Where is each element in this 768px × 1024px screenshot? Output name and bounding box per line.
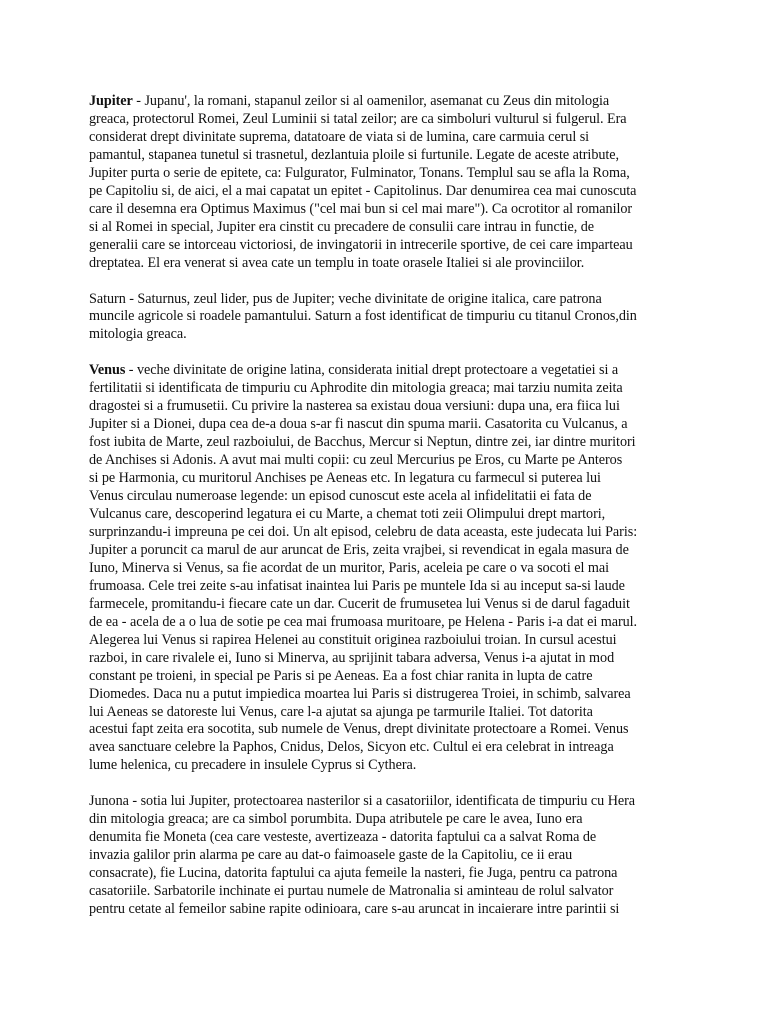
body-saturn: - Saturnus, zeul lider, pus de Jupiter; veche divinitate de origine italica, care patrona muncile agricole si roadele pamantului. Saturn a fost identificat de timpuriu cu titanul Cronos,din mitologia greaca. <box>89 290 637 343</box>
paragraph-jupiter <box>89 93 687 273</box>
body-venus: - veche divinitate de origine latina, considerata initial drept protectoare a vegetatiei si a fertilitatii si identificata de timpuriu cu Aphrodite din mitologia greaca; mai tarziu numita zeita dragostei si a frumusetii. Cu privire la nasterea sa existau doua versiuni: dupa una, era fiica lui Jupiter si a Dionei, dupa cea de-a doua s-ar fi nascut din spuma marii. Casatorita cu Vulcanus, a fost iubita de Marte, zeul razboiului, de Bacchus, Mercur si Neptun, dintre zei, iar dintre muritori de Anchises si Adonis. A avut mai multi copii: cu zeul Mercurius pe Eros, cu Marte pe Anteros si pe Harmonia, cu muritorul Anchises pe Aeneas etc. In legatura cu farmecul si puterea lui Venus circulau numeroase legende: un episod cunoscut este acela al infidelitatii ei fata de Vulcanus care, descoperind legatura ei cu Marte, a chemat toti zeii Olimpului drept martori, surprinzandu-i impreuna pe cei doi. Un alt episod, celebru de data aceasta, este judecata lui Paris: Jupiter a poruncit ca marul de aur aruncat de Eris, zeita vrajbei, si revendicat in egala masura de Iuno, Minerva si Venus, sa fie acordat de un muritor, Paris, aceleia pe care o va socoti el mai frumoasa. Cele trei zeite s-au infatisat inaintea lui Paris pe muntele Ida si au inceput sa-si laude farmecele, promitandu-i fiecare cate un dar. Cucerit de frumusetea lui Venus si de darul fagaduit de ea - acela de a o lua de sotie pe cea mai frumoasa muritoare, pe Helena - Paris i-a dat ei marul. Alegerea lui Venus si rapirea Helenei au constituit originea razboiului troian. In cursul acestui razboi, in care rivalele ei, Iuno si Minerva, au sprijinit tabara adversa, Venus i-a ajutat in mod constant pe troieni, in special pe Paris si pe Aeneas. Ea a fost chiar ranita in lupta de catre Diomedes. Daca nu a putut impiedica moartea lui Paris si distrugerea Troiei, in schimb, salvarea lui Aeneas se datoreste lui Venus, care l-a ajutat sa ajunga pe tarmurile Italiei. Tot datorita acestui fapt zeita era socotita, sub numele de Venus, drept divinitate protectoare a Romei. Venus avea sanctuare celebre la Paphos, Cnidus, Delos, Sicyon etc. Cultul ei era celebrat in intreaga lume helenica, cu precadere in insulele Cyprus si Cythera. <box>89 362 638 774</box>
paragraph-venus <box>89 362 687 775</box>
paragraph-saturn <box>89 291 687 345</box>
term-jupiter: Jupiter <box>89 93 133 109</box>
body-jupiter: - Jupanu', la romani, stapanul zeilor si al oamenilor, asemanat cu Zeus din mitologia greaca, protectorul Romei, Zeul Luminii si tatal zeilor; are ca simboluri vulturul si fulgerul. Era considerat drept divinitate suprema, datatoare de viata si de lumina, care carmuia cerul si pamantul, stapanea tunetul si trasnetul, dezlantuia ploile si furtunile. Legate de aceste atribute, Jupiter purta o serie de epitete, ca: Fulgurator, Fulminator, Tonans. Templul sau se afla la Roma, pe Capitoliu si, de aici, el a mai capatat un epitet - Capitolinus. Dar denumirea cea mai cunoscuta care il desemna era Optimus Maximus ("cel mai bun si cel mai mare"). Ca ocrotitor al romanilor si al Romei in special, Jupiter era cinstit cu precadere de consulii care intrau in functie, de generalii care se intorceau victoriosi, de invingatorii in intrecerile sportive, de cei care imparteau dreptatea. El era venerat si avea cate un templu in toate orasele Italiei si ale provinciilor. <box>89 93 637 271</box>
term-venus: Venus <box>89 362 126 379</box>
term-junona: Junona <box>89 793 129 810</box>
body-junona: - sotia lui Jupiter, protectoarea nasterilor si a casatoriilor, identificata de timpuriu cu Hera din mitologia greaca; are ca simbol porumbita. Dupa atributele pe care le avea, Iuno era denumita fie Moneta (cea care vesteste, avertizeaza - datorita faptului ca a salvat Roma de invazia galilor prin alarma pe care au dat-o faimoasele gaste de la Capitoliu, ce ii erau consacrate), fie Lucina, datorita faptului ca ajuta femeile la nasteri, fie Juga, pentru ca patrona casatoriile. Sarbatorile inchinate ei purtau numele de Matronalia si aminteau de rolul salvator pentru cetate al femeilor sabine rapite odinioara, care s-au aruncat in incaierare intre parintii si <box>89 793 636 918</box>
document-page <box>89 93 687 937</box>
term-saturn: Saturn <box>89 290 126 307</box>
paragraph-junona <box>89 793 687 919</box>
